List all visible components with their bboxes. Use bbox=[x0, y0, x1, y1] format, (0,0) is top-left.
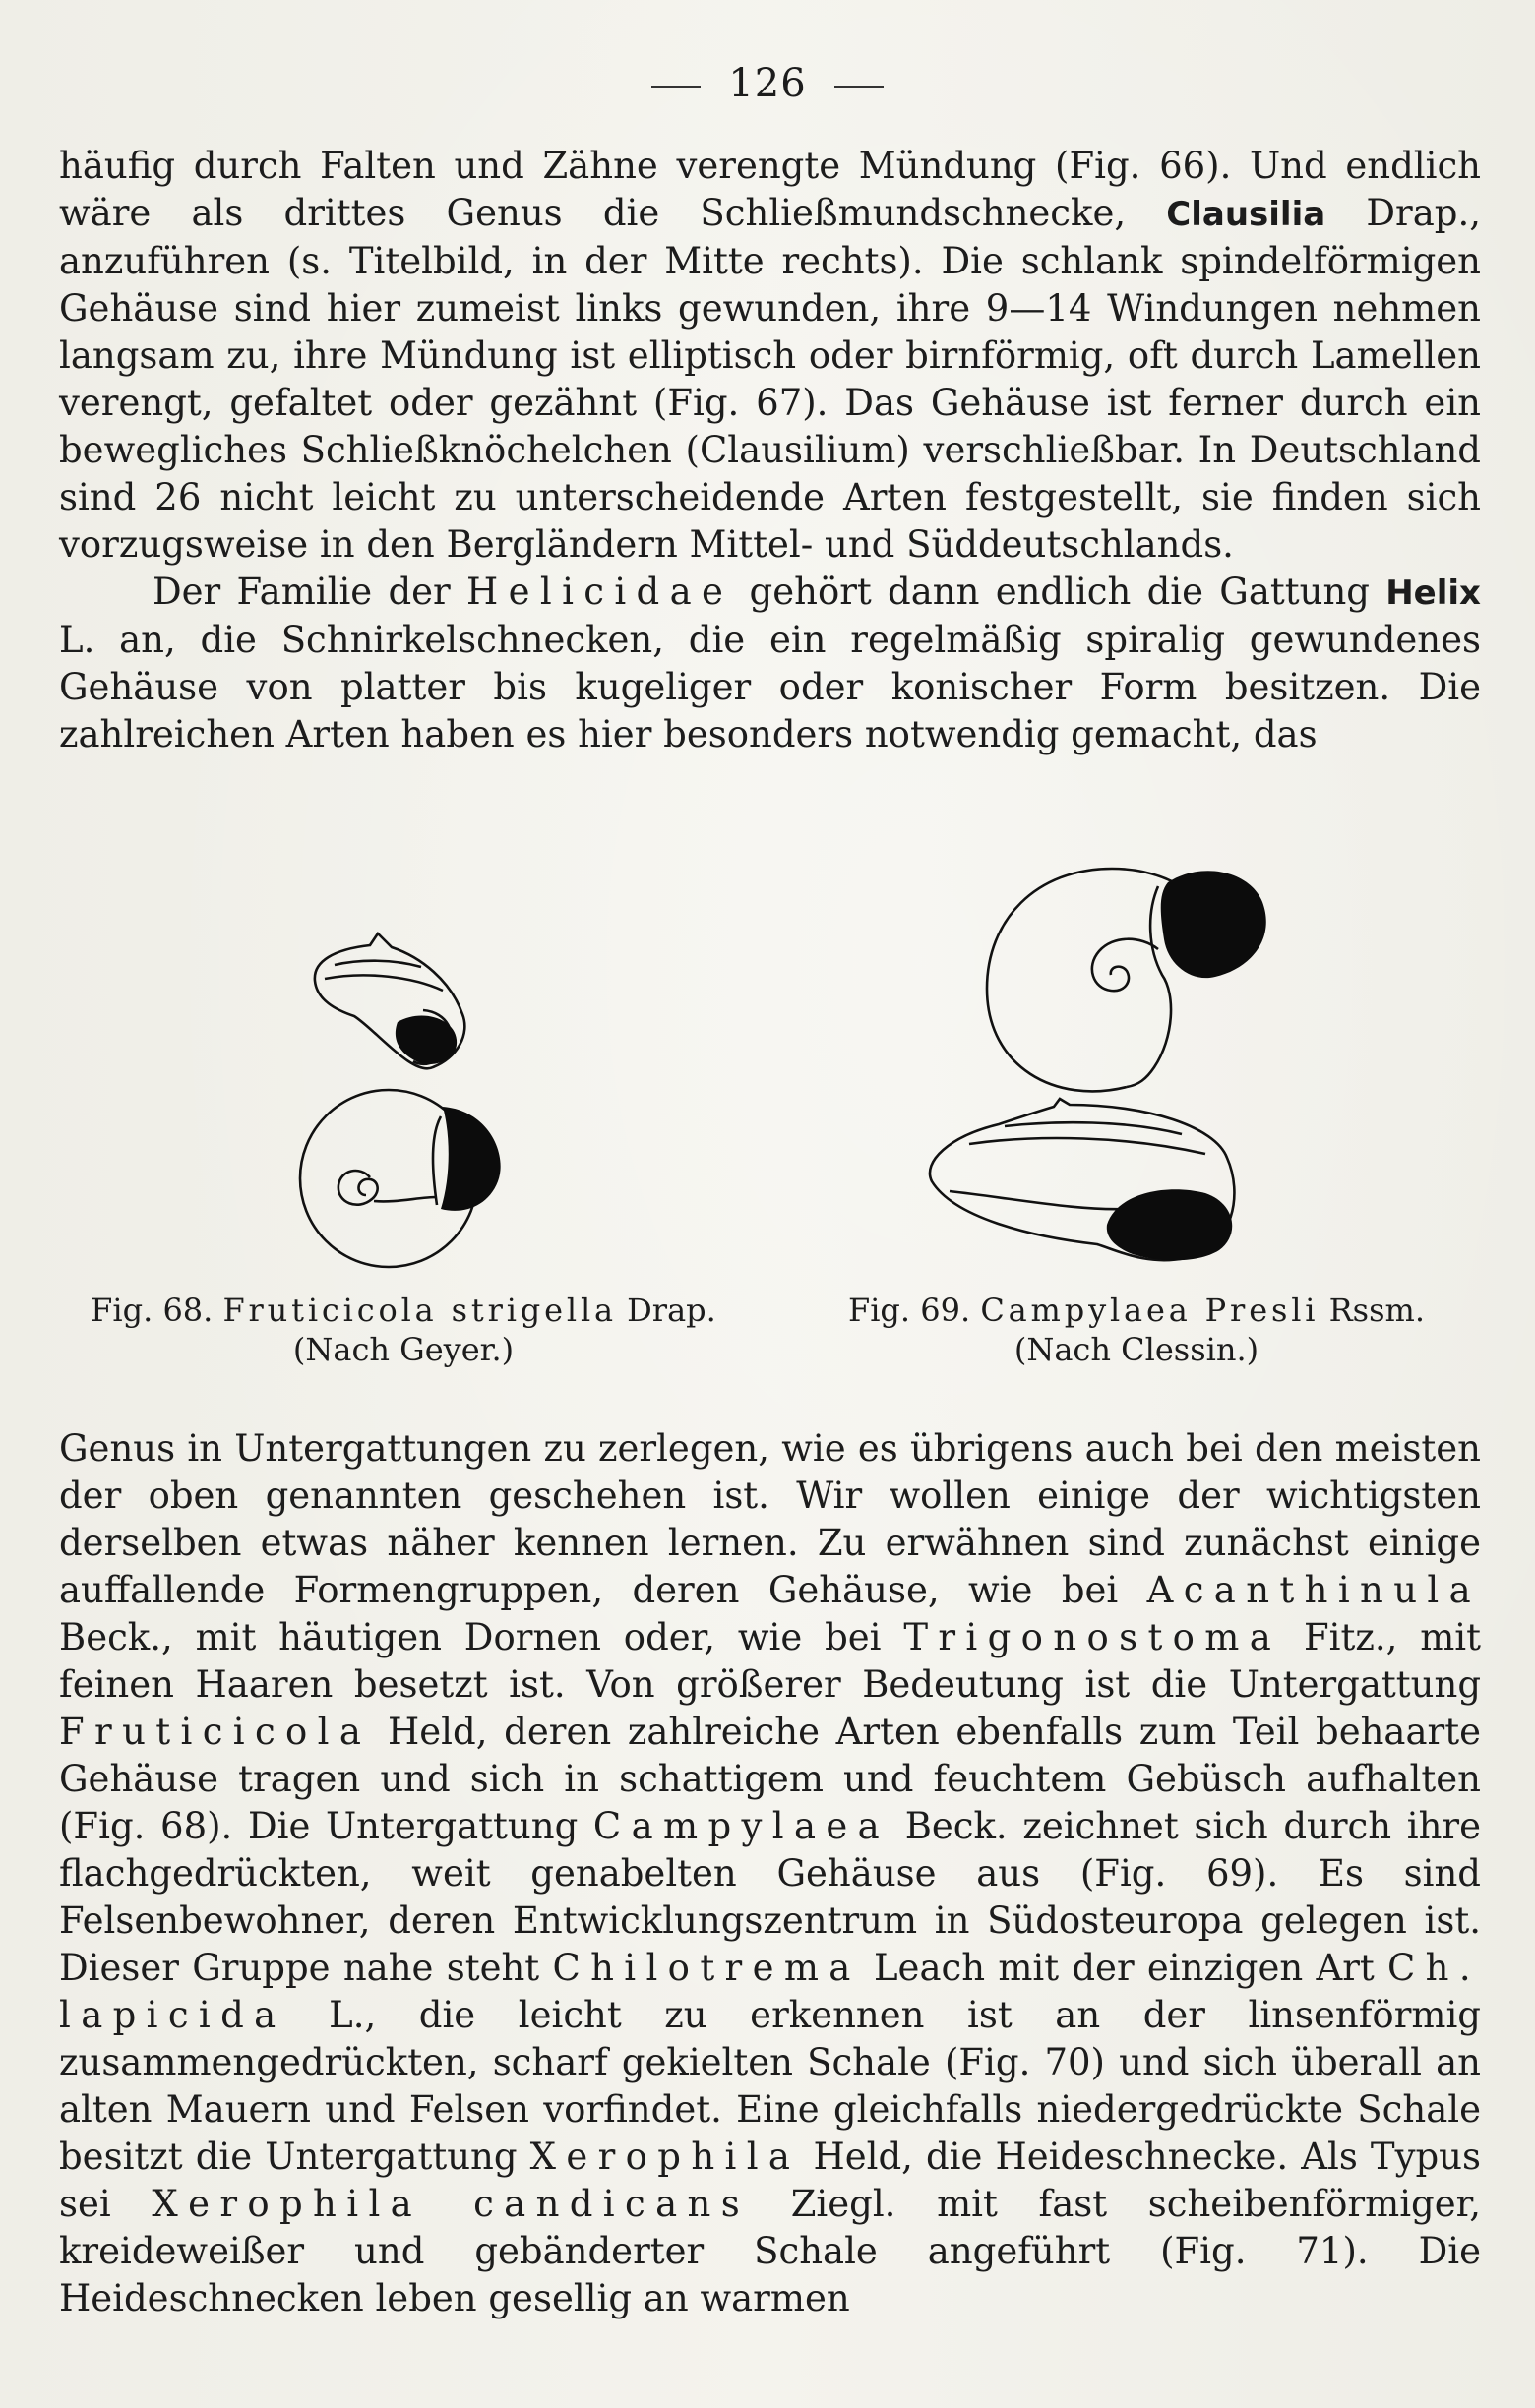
paragraph-1-text-b: Drap., anzuführen (s. Titelbild, in der Mitte rechts). Die schlank spindelförmigen Gehäuse sind hier zumeist links gewunden, ihre 9—14 Windungen nehmen langsam zu, ihre Mündung ist elliptisch oder birnförmig, oft durch Lamellen verengt, gefaltet oder gezähnt (Fig. 67). Das Gehäuse ist ferner durch ein bewegliches Schließknöchelchen (Clausilium) verschließbar. In Deutschland sind 26 nicht leicht zu unterscheidende Arten festgestellt, sie finden sich vorzugsweise in den Bergländern Mittel- und Süddeutschlands. bbox=[59, 192, 1481, 566]
fig68-side-view bbox=[315, 933, 464, 1068]
fig69-author: Rssm. bbox=[1328, 1292, 1426, 1329]
family-helicidae: Helicidae bbox=[466, 571, 734, 613]
fig68-illustration bbox=[276, 920, 531, 1274]
subgenus-campylaea: Campylaea bbox=[592, 1805, 890, 1847]
paragraph-3-text-i: Ziegl. mit fast scheibenförmiger, kreideweißer und gebänderter Schale angeführt (Fig. 71). Die Heideschnecken leben gesellig an warmen bbox=[59, 2183, 1481, 2319]
paragraph-1-text-a: häufig durch Falten und Zähne verengte Mündung (Fig. 66). Und endlich wäre als drittes Genus die Schließmundschnecke, bbox=[59, 145, 1481, 234]
fig68-caption-line-1 bbox=[59, 1291, 748, 1330]
fig69-label: Fig. 69. bbox=[847, 1292, 971, 1329]
fig68-bottom-view bbox=[300, 1090, 501, 1267]
subgenus-acanthinula: Acanthinula bbox=[1146, 1569, 1481, 1611]
page-number-left-dash bbox=[651, 86, 701, 88]
paragraph-3-text-g: L., die leicht zu erkennen ist an der linsenförmig zusammengedrückten, scharf gekielten Schale (Fig. 70) und sich überall an alten Mauern und Felsen vorfindet. Eine gleichfalls niedergedrückte Schale besitzt die Untergattung bbox=[59, 1994, 1481, 2178]
page-number-value: 126 bbox=[728, 61, 807, 106]
paragraph-2 bbox=[59, 569, 1481, 758]
paragraph-3-text-h: Held, die Heideschnecke. Als Typus sei bbox=[59, 2136, 1481, 2225]
paragraph-1 bbox=[59, 143, 1481, 569]
paragraph-3-text-c: Fitz., mit feinen Haaren besetzt ist. Von größerer Bedeutung ist die Untergattung bbox=[59, 1616, 1481, 1706]
page-number bbox=[0, 61, 1535, 106]
paragraph-2-text-c: L. an, die Schnirkelschnecken, die ein regelmäßig spiralig gewundenes Gehäuse von platter bis kugeliger oder konischer Form besitzen. Die zahlreichen Arten haben es hier besonders notwendig gemacht, das bbox=[59, 619, 1481, 755]
fig68-species: Fruticicola strigella bbox=[222, 1292, 617, 1329]
fig69-side-view bbox=[930, 1099, 1234, 1260]
paragraph-3-text-f: Leach mit der einzigen Art bbox=[860, 1947, 1388, 1989]
paragraph-3-text-b: Beck., mit häutigen Dornen oder, wie bei bbox=[59, 1616, 904, 1658]
paragraph-3-text-a: Genus in Untergattungen zu zerlegen, wie es übrigens auch bei den meisten der oben genannten geschehen ist. Wir wollen einige der wichtigsten derselben etwas näher kennen lernen. Zu erwähnen sind zunächst einige auffallende Formengruppen, deren Gehäuse, wie bei bbox=[59, 1427, 1481, 1611]
subgenus-fruticicola: Fruticicola bbox=[59, 1711, 372, 1753]
fig68-source: (Nach Geyer.) bbox=[292, 1331, 515, 1368]
paragraph-2-text-a: Der Familie der bbox=[153, 571, 466, 613]
genus-clausilia: Clausilia bbox=[1166, 195, 1326, 234]
text-block-top bbox=[59, 143, 1481, 758]
genus-helix: Helix bbox=[1385, 573, 1481, 613]
subgenus-trigonostoma: Trigonostoma bbox=[903, 1616, 1282, 1658]
fig68-author: Drap. bbox=[627, 1292, 716, 1329]
species-lapicida: Ch. lapicida bbox=[59, 1947, 1481, 2036]
fig69-source: (Nach Clessin.) bbox=[1013, 1331, 1259, 1368]
fig69-species: Campylaea Presli bbox=[980, 1292, 1320, 1329]
page-number-right-dash bbox=[834, 86, 884, 88]
paragraph-3-text-d: Held, deren zahlreiche Arten ebenfalls zum Teil behaarte Gehäuse tragen und sich in schattigem und feuchtem Gebüsch aufhalten (Fig. 68). Die Untergattung bbox=[59, 1711, 1481, 1847]
paragraph-3-text-e: Beck. zeichnet sich durch ihre flachgedrückten, weit genabelten Gehäuse aus (Fig. 69). Es sind Felsenbewohner, deren Entwicklungszentrum in Südosteuropa gelegen ist. Dieser Gruppe nahe steht bbox=[59, 1805, 1481, 1989]
subgenus-chilotrema: Chilotrema bbox=[552, 1947, 861, 1989]
paragraph-3 bbox=[59, 1425, 1481, 2322]
fig69-caption bbox=[792, 1291, 1481, 1369]
text-block-bottom bbox=[59, 1425, 1481, 2322]
fig69-top-view bbox=[987, 869, 1266, 1091]
subgenus-xerophila: Xerophila bbox=[529, 2136, 801, 2178]
fig69-illustration bbox=[910, 792, 1304, 1284]
paragraph-2-text-b: gehört dann endlich die Gattung bbox=[733, 571, 1386, 613]
species-xerophila-candicans: Xerophila candicans bbox=[152, 2183, 751, 2225]
fig68-label: Fig. 68. bbox=[91, 1292, 214, 1329]
fig69-caption-line-1 bbox=[792, 1291, 1481, 1330]
fig68-caption bbox=[59, 1291, 748, 1369]
